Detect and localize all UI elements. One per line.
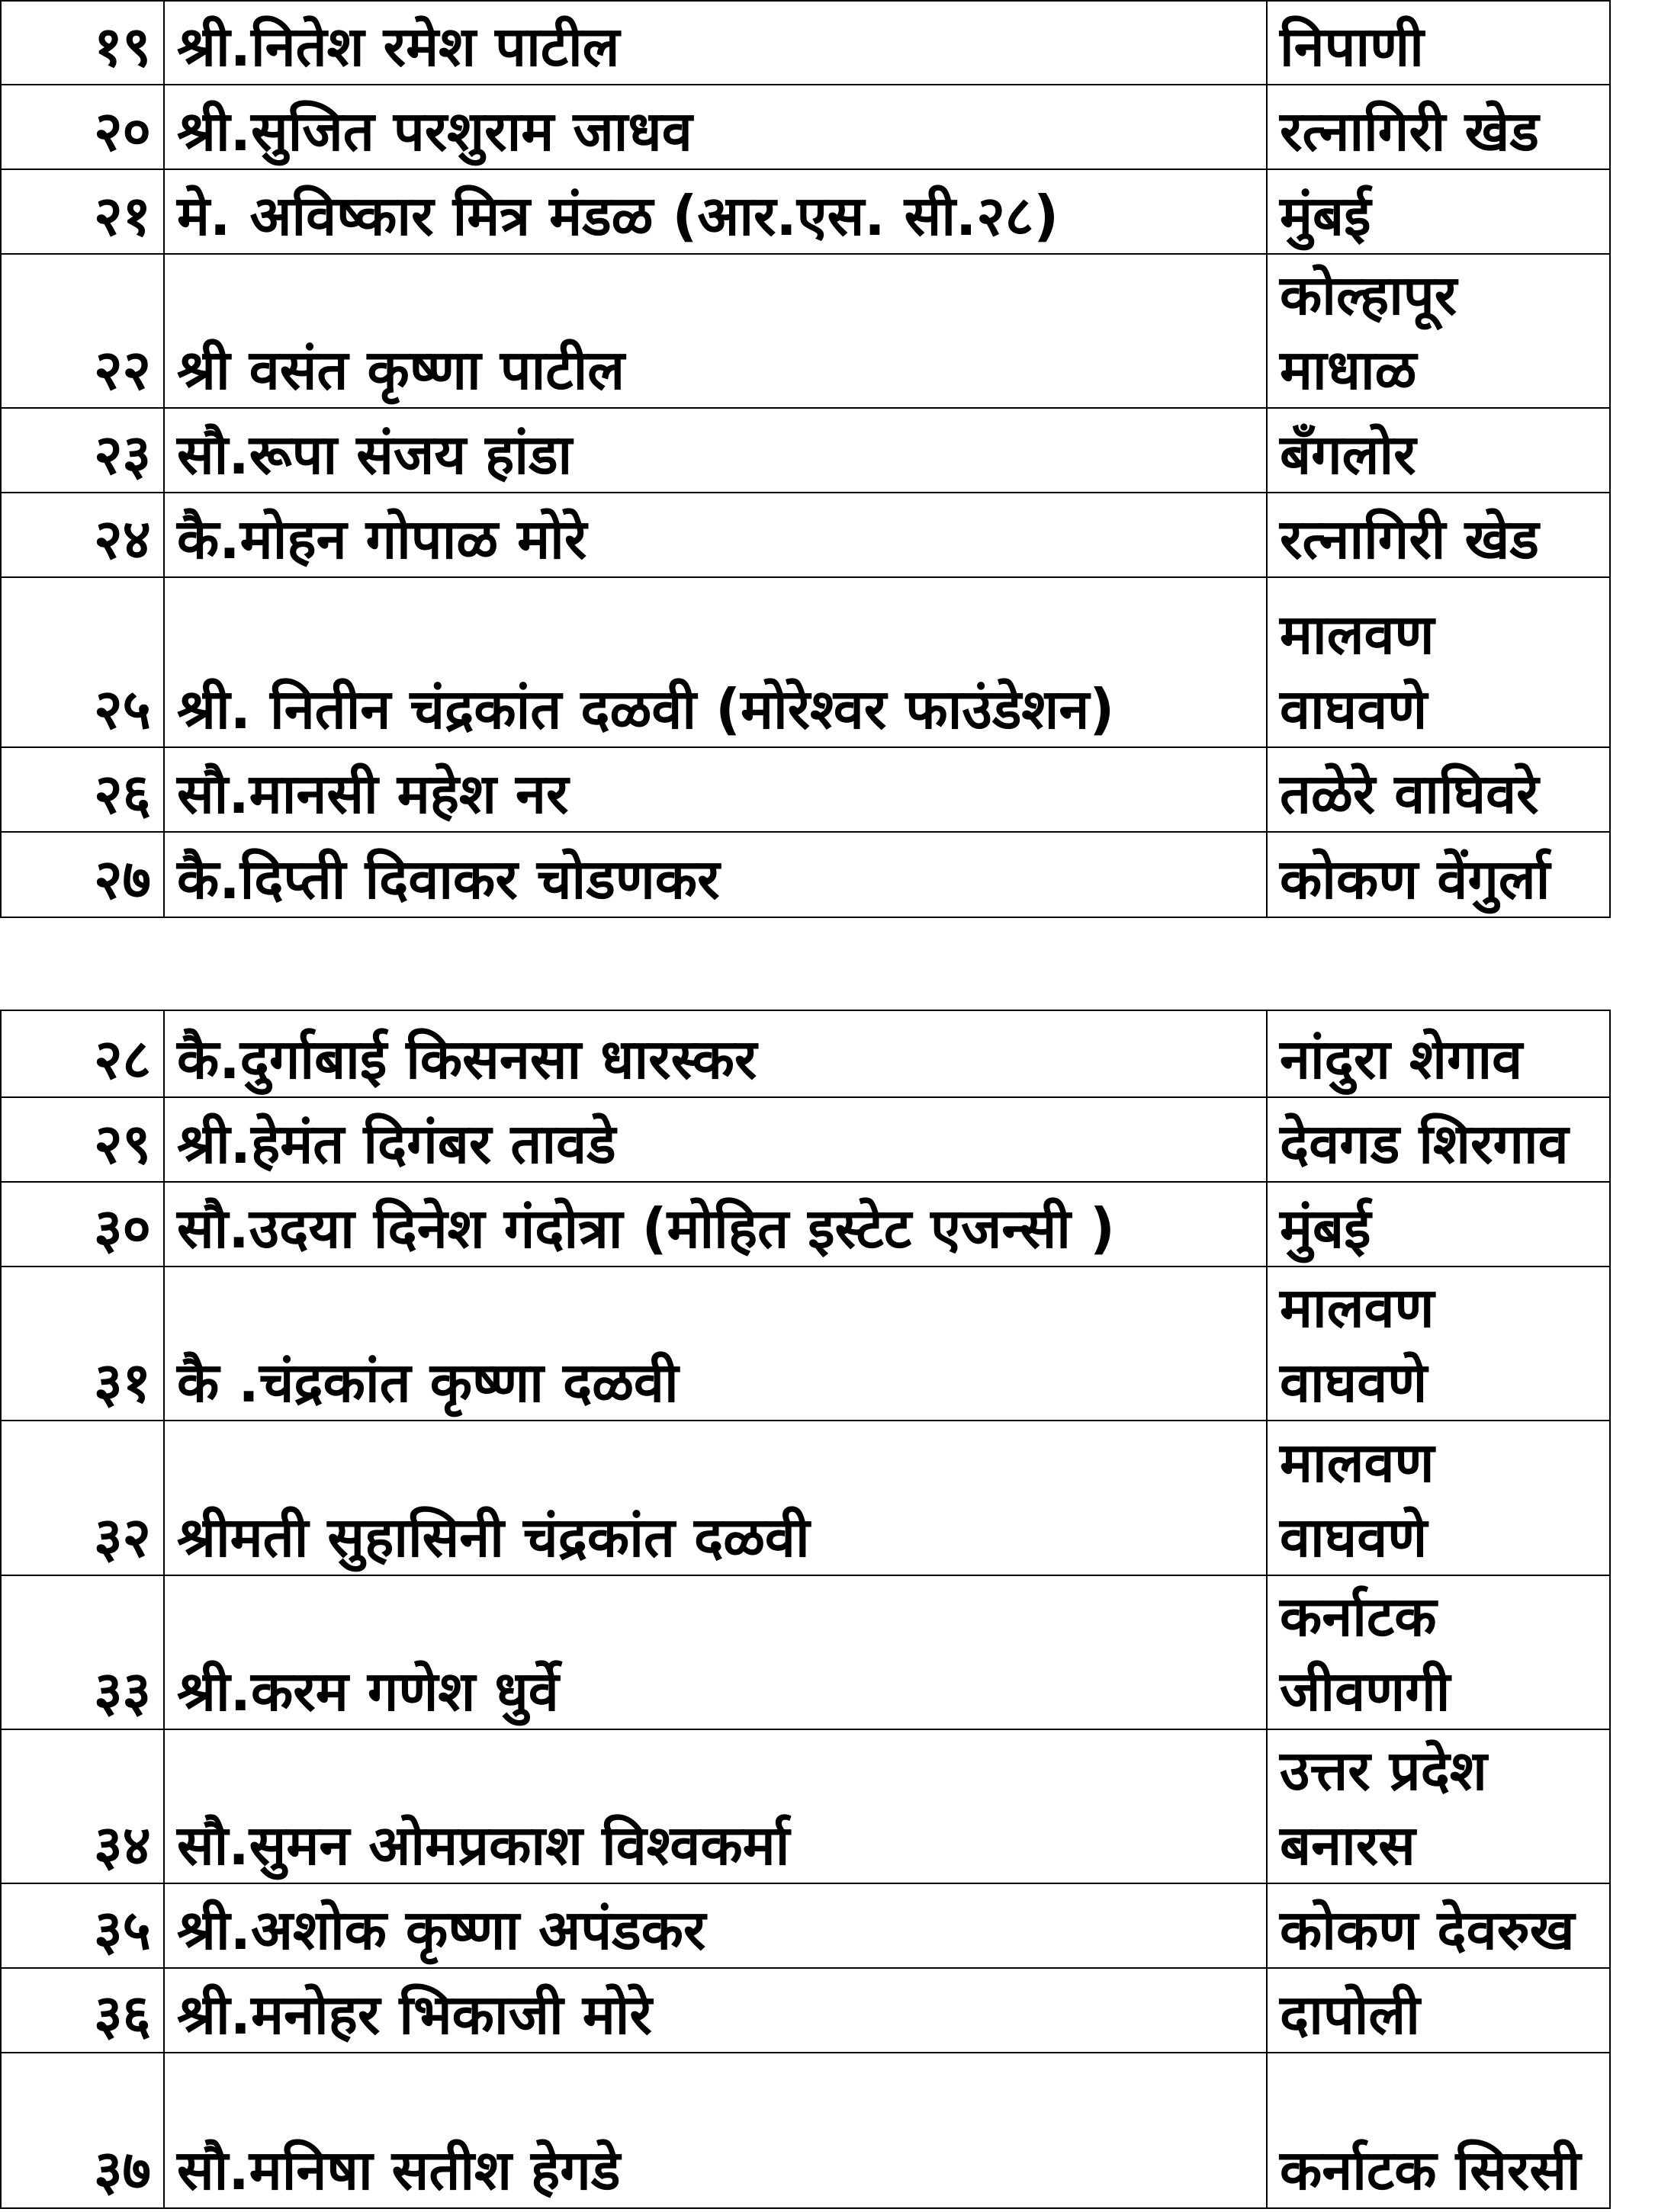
table-row	[1, 1729, 1610, 1883]
row-place: रत्नागिरी खेड	[1267, 493, 1610, 577]
row-name: सौ.मानसी महेश नर	[164, 747, 1267, 832]
row-place: मुंबई	[1267, 1182, 1610, 1267]
row-number: ३०	[1, 1182, 164, 1267]
table-row	[1, 1421, 1610, 1575]
row-name: सौ.रूपा संजय हांडा	[164, 408, 1267, 493]
row-place: रत्नागिरी खेड	[1267, 85, 1610, 169]
row-name: कै .चंद्रकांत कृष्णा दळवी	[164, 1267, 1267, 1421]
row-name: सौ.उदया दिनेश गंदोत्रा (मोहित इस्टेट एजन्सी )	[164, 1182, 1267, 1267]
row-number: ३१	[1, 1267, 164, 1421]
table-row	[1, 1010, 1610, 1097]
row-name: श्री.मनोहर भिकाजी मोरे	[164, 1968, 1267, 2053]
table-row	[1, 747, 1610, 832]
donor-table-2	[0, 1010, 1611, 2209]
row-name: श्री वसंत कृष्णा पाटील	[164, 254, 1267, 408]
row-number: २०	[1, 85, 164, 169]
table-row	[1, 254, 1610, 408]
row-number: २४	[1, 493, 164, 577]
row-number: २९	[1, 1097, 164, 1182]
row-name: मे. अविष्कार मित्र मंडळ (आर.एस. सी.२८)	[164, 169, 1267, 254]
row-place: देवगड शिरगाव	[1267, 1097, 1610, 1182]
row-number: ३७	[1, 2053, 164, 2208]
row-name: सौ.मनिषा सतीश हेगडे	[164, 2053, 1267, 2208]
table-row	[1, 832, 1610, 917]
table-row	[1, 1097, 1610, 1182]
table-row	[1, 493, 1610, 577]
row-number: २८	[1, 1010, 164, 1097]
row-place: कर्नाटक सिरसी	[1267, 2053, 1610, 2208]
row-name: कै.दुर्गाबाई किसनसा धारस्कर	[164, 1010, 1267, 1097]
row-name: श्रीमती सुहासिनी चंद्रकांत दळवी	[164, 1421, 1267, 1575]
row-number: २५	[1, 577, 164, 747]
row-place: कर्नाटक जीवणगी	[1267, 1575, 1610, 1729]
row-place: बँगलोर	[1267, 408, 1610, 493]
row-place: तळेरे वाघिवरे	[1267, 747, 1610, 832]
row-name: कै.दिप्ती दिवाकर चोडणकर	[164, 832, 1267, 917]
donor-table-1	[0, 0, 1611, 918]
row-place: मालवण वाघवणे	[1267, 1267, 1610, 1421]
table-row	[1, 2053, 1610, 2208]
row-number: १९	[1, 1, 164, 85]
table-row	[1, 1182, 1610, 1267]
row-number: ३२	[1, 1421, 164, 1575]
row-name: श्री.करम गणेश धुर्वे	[164, 1575, 1267, 1729]
row-name: श्री.हेमंत दिगंबर तावडे	[164, 1097, 1267, 1182]
row-number: ३६	[1, 1968, 164, 2053]
table-row	[1, 169, 1610, 254]
row-name: सौ.सुमन ओमप्रकाश विश्वकर्मा	[164, 1729, 1267, 1883]
row-number: २६	[1, 747, 164, 832]
row-place: उत्तर प्रदेश बनारस	[1267, 1729, 1610, 1883]
row-place: निपाणी	[1267, 1, 1610, 85]
row-place: दापोली	[1267, 1968, 1610, 2053]
row-name: श्री.अशोक कृष्णा अपंडकर	[164, 1883, 1267, 1968]
table-row	[1, 1575, 1610, 1729]
table-row	[1, 577, 1610, 747]
table-row	[1, 1267, 1610, 1421]
row-number: ३५	[1, 1883, 164, 1968]
table-row	[1, 1968, 1610, 2053]
table-row	[1, 1, 1610, 85]
row-number: ३४	[1, 1729, 164, 1883]
row-number: २३	[1, 408, 164, 493]
row-name: श्री.सुजित परशुराम जाधव	[164, 85, 1267, 169]
row-name: कै.मोहन गोपाळ मोरे	[164, 493, 1267, 577]
row-place: मालवण वाघवणे	[1267, 577, 1610, 747]
table-row	[1, 85, 1610, 169]
row-place: कोकण देवरुख	[1267, 1883, 1610, 1968]
row-place: नांदुरा शेगाव	[1267, 1010, 1610, 1097]
row-name: श्री. नितीन चंद्रकांत दळवी (मोरेश्वर फाउंडेशन)	[164, 577, 1267, 747]
row-name: श्री.नितेश रमेश पाटील	[164, 1, 1267, 85]
row-place: कोल्हापूर माधाळ	[1267, 254, 1610, 408]
row-number: ३३	[1, 1575, 164, 1729]
row-place: कोकण वेंगुर्ला	[1267, 832, 1610, 917]
row-place: मुंबई	[1267, 169, 1610, 254]
table-row	[1, 408, 1610, 493]
table-row	[1, 1883, 1610, 1968]
row-place: मालवण वाघवणे	[1267, 1421, 1610, 1575]
row-number: २१	[1, 169, 164, 254]
row-number: २७	[1, 832, 164, 917]
row-number: २२	[1, 254, 164, 408]
